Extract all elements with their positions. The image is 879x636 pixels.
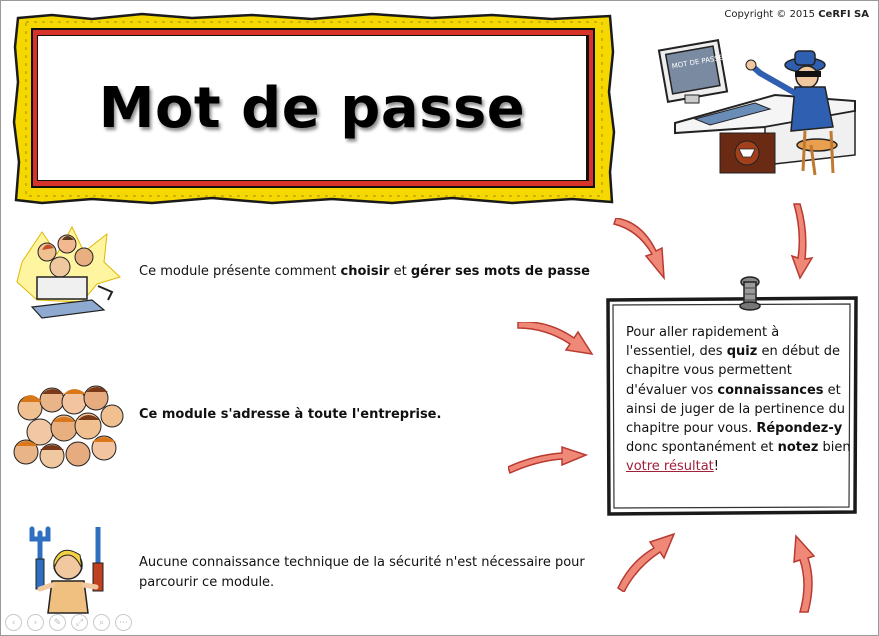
arrow-bottom-right — [788, 534, 822, 614]
page-title: Mot de passe — [98, 75, 526, 141]
copyright — [724, 9, 869, 20]
title-banner — [12, 12, 616, 206]
pin-icon — [738, 276, 762, 318]
expand-icon[interactable]: ⤢ — [71, 614, 88, 631]
copyright-text: Copyright © 2015 — [724, 9, 819, 20]
thief-computer-illustration — [655, 35, 865, 185]
prev-icon[interactable]: ‹ — [5, 614, 22, 631]
arrow-top-left — [612, 218, 668, 282]
result-link[interactable]: votre résultat — [626, 459, 714, 475]
crowd-faces-illustration — [12, 378, 124, 474]
crowd-screen-illustration — [12, 222, 124, 320]
edit-icon[interactable]: ✎ — [49, 614, 66, 631]
audience-text: Ce module s'adresse à toute l'entreprise. — [139, 407, 442, 422]
tools-person-illustration — [18, 525, 118, 617]
quiz-note-card — [606, 298, 856, 516]
screen-label: MOT DE PASSE — [671, 53, 724, 71]
quiz-note-text: Pour aller rapidement à l'essentiel, des quiz en début de chapitre vous permettent d'évaluer vos connaissances et ainsi de juger de la pertinence du chapitre pour vous. Répondez-y donc spontanément et notez bien votre résultat! — [626, 325, 851, 475]
arrow-top-right — [786, 202, 816, 280]
intro-text-1: Ce module présente comment choisir et gérer ses mots de passe — [139, 264, 590, 279]
title-panel — [38, 36, 586, 180]
requirements-text: Aucune connaissance technique de la sécurité n'est nécessaire pour parcourir ce module. — [139, 555, 585, 590]
next-icon[interactable]: › — [27, 614, 44, 631]
arrow-bottom-left — [614, 530, 676, 592]
zoom-icon[interactable]: ⌕ — [93, 614, 110, 631]
arrow-middle-lower — [508, 445, 588, 477]
arrow-middle-upper — [516, 322, 594, 360]
copyright-company: CeRFI SA — [818, 9, 869, 20]
more-icon[interactable]: ⋯ — [115, 614, 132, 631]
player-controls — [5, 614, 132, 631]
